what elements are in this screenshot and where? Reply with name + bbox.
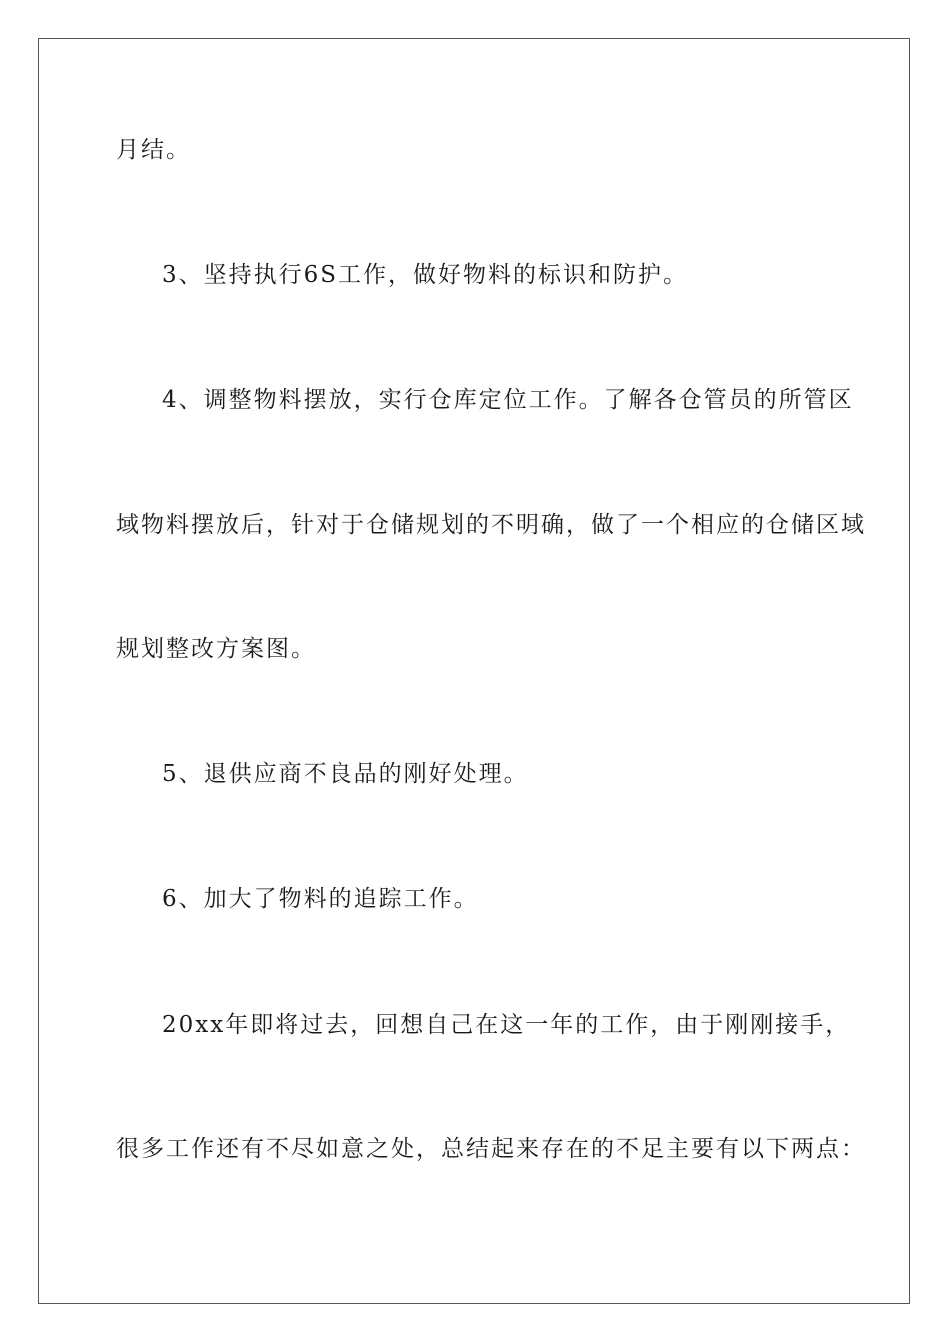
- text-line-8: 20xx年即将过去，回想自己在这一年的工作，由于刚刚接手，: [162, 1012, 851, 1038]
- text-line-3: 4、调整物料摆放，实行仓库定位工作。了解各仓管员的所管区: [162, 387, 854, 413]
- text-line-4: 域物料摆放后，针对于仓储规划的不明确，做了一个相应的仓储区域: [116, 512, 866, 538]
- text-line-5: 规划整改方案图。: [116, 636, 316, 662]
- text-line-6: 5、退供应商不良品的刚好处理。: [162, 761, 529, 787]
- text-line-9: 很多工作还有不尽如意之处，总结起来存在的不足主要有以下两点：: [116, 1136, 866, 1162]
- text-line-1: 月结。: [116, 137, 191, 163]
- text-line-7: 6、加大了物料的追踪工作。: [162, 886, 479, 912]
- text-line-2: 3、坚持执行6S工作，做好物料的标识和防护。: [162, 262, 689, 288]
- page-border: [38, 38, 910, 1304]
